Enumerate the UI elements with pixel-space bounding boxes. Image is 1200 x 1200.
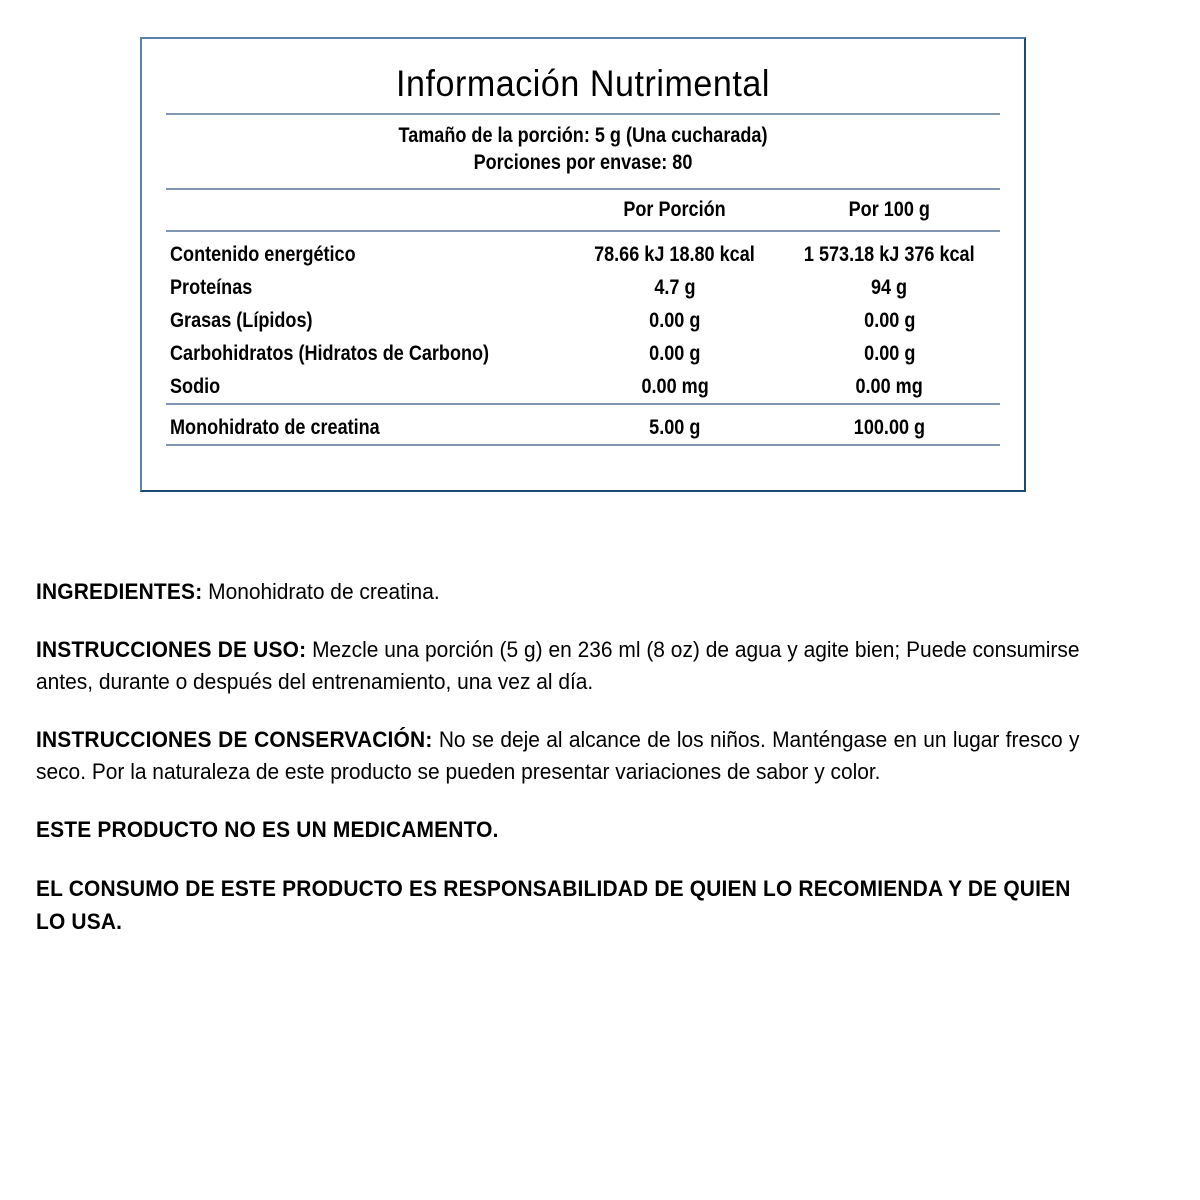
nutrient-per-100g: 0.00 g xyxy=(863,308,916,332)
serving-size-text: Tamaño de la porción: 5 g (Una cucharada) xyxy=(398,124,768,147)
storage-paragraph xyxy=(36,724,1079,788)
servings-per-container-text: Porciones por envase: 80 xyxy=(473,151,693,175)
ingredients-paragraph xyxy=(36,576,1079,608)
table-row xyxy=(166,370,1000,403)
table-row xyxy=(166,271,1000,304)
nutrient-per-serving: 0.00 g xyxy=(649,341,701,365)
ingredients-text: Monohidrato de creatina. xyxy=(202,579,440,604)
active-ingredient-per-100g: 100.00 g xyxy=(853,415,926,439)
active-ingredient-per-serving: 5.00 g xyxy=(649,415,701,439)
usage-heading: INSTRUCCIONES DE USO: xyxy=(36,637,307,662)
table-bottom-divider-row xyxy=(166,444,1000,452)
nutrient-per-serving: 4.7 g xyxy=(654,275,696,299)
header-divider xyxy=(166,230,1000,232)
nutrient-per-100g: 0.00 g xyxy=(863,341,916,365)
nutrient-label: Contenido energético xyxy=(170,242,356,266)
table-row xyxy=(166,238,1000,271)
storage-text: No se deje al alcance de los niños. Manténgase en un lugar fresco y seco. Por la naturaleza de este producto se pueden presentar variaciones de sabor y color. xyxy=(36,727,1080,784)
nutrition-table xyxy=(166,190,1000,452)
nutrient-label: Grasas (Lípidos) xyxy=(170,308,313,332)
table-header-row xyxy=(166,190,1000,230)
table-row xyxy=(166,304,1000,337)
nutrient-label: Carbohidratos (Hidratos de Carbono) xyxy=(170,341,490,365)
nutrient-label: Sodio xyxy=(170,374,221,398)
body-divider xyxy=(166,403,1000,405)
ingredients-heading: INGREDIENTES: xyxy=(36,579,203,604)
page-title: Información Nutrimental xyxy=(395,63,771,104)
nutrient-per-serving: 0.00 g xyxy=(649,308,701,332)
usage-text: Mezcle una porción (5 g) en 236 ml (8 oz) de agua y agite bien; Puede consumirse antes, durante o después del entrenamiento, una vez al día. xyxy=(36,637,1080,694)
usage-paragraph xyxy=(36,634,1079,698)
nutrient-per-serving: 0.00 mg xyxy=(641,374,709,398)
table-bottom-divider xyxy=(166,444,1000,446)
column-header-per-100g: Por 100 g xyxy=(848,197,931,221)
nutrient-per-100g: 1 573.18 kJ 376 kcal xyxy=(804,242,975,266)
storage-heading: INSTRUCCIONES DE CONSERVACIÓN: xyxy=(36,727,433,752)
nutrient-per-100g: 94 g xyxy=(871,275,908,299)
disclaimer-not-medication: ESTE PRODUCTO NO ES UN MEDICAMENTO. xyxy=(36,817,499,842)
disclaimer-responsibility: EL CONSUMO DE ESTE PRODUCTO ES RESPONSABILIDAD DE QUIEN LO RECOMIENDA Y DE QUIEN LO USA. xyxy=(36,876,1071,934)
product-information xyxy=(36,576,1158,938)
table-row xyxy=(166,337,1000,370)
header-divider-row xyxy=(166,230,1000,238)
nutrient-per-100g: 0.00 mg xyxy=(855,374,924,398)
active-ingredient-label: Monohidrato de creatina xyxy=(170,415,380,439)
nutrition-facts-panel xyxy=(140,37,1026,492)
column-header-nutrient xyxy=(166,190,570,230)
nutrient-label: Proteínas xyxy=(170,275,253,299)
column-header-per-serving: Por Porción xyxy=(623,197,726,221)
table-row-highlight xyxy=(166,411,1000,444)
nutrient-per-serving: 78.66 kJ 18.80 kcal xyxy=(594,242,756,266)
body-divider-row xyxy=(166,403,1000,411)
serving-info xyxy=(224,115,941,186)
